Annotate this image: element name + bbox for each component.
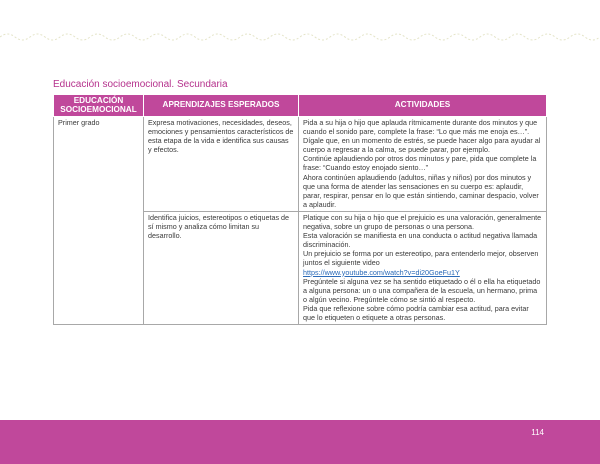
activity-paragraph: Un prejuicio se forma por un estereotipo, para entenderlo mejor, observen juntos el siguiente video bbox=[303, 249, 539, 268]
page-number: 114 bbox=[531, 428, 544, 437]
activity-paragraph: Continúe aplaudiendo por otros dos minutos y pare, pida que complete la frase: “Cuando estoy enojado siento…” bbox=[303, 154, 537, 173]
activity-paragraph: Platique con su hija o hijo que el prejuicio es una valoración, generalmente negativa, sobre un grupo de personas o una persona. bbox=[303, 212, 542, 232]
activity-paragraph: Dígale que, en un momento de estrés, se puede hacer algo para ayudar al cuerpo a regresar a la calma, se puede parar, por ejemplo. bbox=[303, 136, 541, 155]
activity-paragraph: Esta valoración se manifiesta en una conducta o actitud negativa llamada discriminación. bbox=[303, 231, 538, 250]
activity-paragraph: Pida a su hija o hijo que aplauda rítmicamente durante dos minutos y que cuando el sonido pare, complete la frase: “Lo que más me enoja es…”. bbox=[303, 118, 538, 137]
expected-learning-text: Expresa motivaciones, necesidades, deseos, emociones y pensamientos característicos de esta etapa de la vida e identifica sus causas y efectos. bbox=[148, 118, 294, 155]
activity-paragraph: Pida que reflexione sobre cómo podría cambiar esa actitud, para evitar que lo etiqueten o etiquete a otras personas. bbox=[303, 303, 529, 322]
expected-learning-cell bbox=[144, 117, 299, 212]
header-expected-learning: APRENDIZAJES ESPERADOS bbox=[144, 95, 299, 117]
activities-cell bbox=[299, 117, 547, 212]
table-header-row bbox=[54, 95, 547, 117]
header-socioemotional: EDUCACIÓN SOCIOEMOCIONAL bbox=[54, 95, 144, 117]
decorative-wave-line bbox=[0, 30, 600, 44]
section-title: Educación socioemocional. Secundaria bbox=[53, 79, 228, 90]
activity-paragraph: Pregúntele si alguna vez se ha sentido etiquetado o él o ella ha etiquetado a alguna persona: un o una compañera de la escuela, un hermano, prima o algún vecino. Pregúntele cómo se sintió al respecto. bbox=[303, 276, 541, 304]
activities-table bbox=[53, 94, 547, 325]
expected-learning-cell bbox=[144, 211, 299, 324]
activity-paragraph: Ahora continúen aplaudiendo (adultos, niñas y niños) por dos minutos y que una forma de atender las sensaciones en su cuerpo es: aplaudir, parar, respirar, pensar en lo que están sintiendo, caminar despacio, volver a aplaudir. bbox=[303, 172, 539, 209]
video-link[interactable]: https://www.youtube.com/watch?v=di20GoeFu1Y bbox=[303, 267, 460, 277]
table-row bbox=[54, 117, 547, 212]
activities-cell bbox=[299, 211, 547, 324]
header-activities: ACTIVIDADES bbox=[299, 95, 547, 117]
footer-bar bbox=[0, 420, 600, 464]
grade-cell: Primer grado bbox=[54, 117, 144, 325]
expected-learning-text: Identifica juicios, estereotipos o etiquetas de sí mismo y analiza cómo limitan su desarrollo. bbox=[148, 212, 290, 241]
